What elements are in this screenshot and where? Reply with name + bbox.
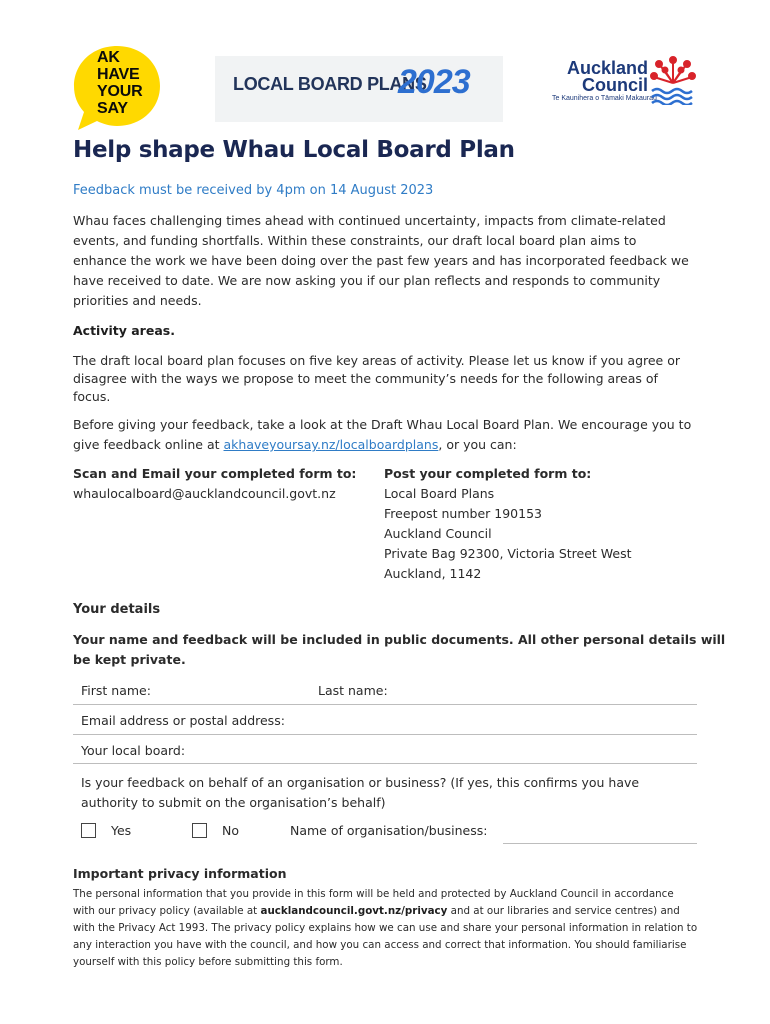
yes-label: Yes xyxy=(111,823,132,838)
auckland-council-wordmark: Auckland Council xyxy=(566,58,648,95)
auckland-council-tagline: Te Kaunihera o Tāmaki Makaurau xyxy=(552,95,657,102)
email-submit-address: whaulocalboard@aucklandcouncil.govt.nz xyxy=(73,486,336,501)
organisation-question: Is your feedback on behalf of an organisation or business? (If yes, this confirms you have authority to submit on the organisation’s behalf) xyxy=(81,775,640,810)
last-name-label: Last name: xyxy=(318,683,388,698)
email-address-label: Email address or postal address: xyxy=(81,713,285,728)
feedback-deadline: Feedback must be received by 4pm on 14 August 2023 xyxy=(73,183,434,198)
form-divider xyxy=(73,704,697,705)
organisation-name-field[interactable] xyxy=(503,818,697,844)
form-divider xyxy=(73,734,697,735)
organisation-name-underline xyxy=(503,843,697,844)
email-address-field[interactable] xyxy=(295,708,695,734)
no-checkbox[interactable] xyxy=(192,823,207,838)
first-name-field[interactable] xyxy=(160,678,310,704)
your-details-heading: Your details xyxy=(73,602,161,617)
activity-areas-paragraph: The draft local board plan focuses on five key areas of activity. Please let us know if you agree or disagree with the ways we propose to meet the community’s needs for the following areas of focus. xyxy=(73,353,681,404)
email-submit-heading: Scan and Email your completed form to: xyxy=(73,466,357,481)
activity-areas-heading: Activity areas. xyxy=(73,323,175,338)
intro-paragraph: Whau faces challenging times ahead with continued uncertainty, impacts from climate-related events, and funding shortfalls. Within these constraints, our draft local board plan aims to enhance the work we have been doing over the past few years and has incorporated feedback we have received to date. We are now asking you if our plan reflects and responds to community priorities and needs. xyxy=(73,213,689,308)
ak-badge-text: AK HAVE YOUR SAY xyxy=(97,49,143,117)
local-board-plans-label: LOCAL BOARD PLANS xyxy=(233,74,427,94)
no-label: No xyxy=(222,823,239,838)
privacy-paragraph: The personal information that you provide in this form will be held and protected by Auckland Council in accordance with our privacy policy (available at aucklandcouncil.govt.nz/privacy and at our libraries and service centres) and with the Privacy Act 1993. The privacy policy explains how we can use and share your personal information in relation to any interaction you have with the council, and how you can access and correct that information. You should familiarise yourself with this policy before submitting this form. xyxy=(73,888,698,968)
public-documents-notice: Your name and feedback will be included in public documents. All other personal details will be kept private. xyxy=(73,632,726,667)
before-feedback-paragraph: Before giving your feedback, take a look at the Draft Whau Local Board Plan. We encourage you to give feedback online at akhaveyoursay.nz/localboardplans, or you can: xyxy=(73,417,692,452)
yes-checkbox[interactable] xyxy=(81,823,96,838)
organisation-name-label: Name of organisation/business: xyxy=(290,823,488,838)
akhaveyoursay-link[interactable]: akhaveyoursay.nz/localboardplans xyxy=(223,437,439,452)
post-submit-heading: Post your completed form to: xyxy=(384,466,592,481)
page-title: Help shape Whau Local Board Plan xyxy=(73,137,515,163)
privacy-heading: Important privacy information xyxy=(73,866,287,881)
pohutukawa-flower-icon xyxy=(650,55,696,105)
last-name-field[interactable] xyxy=(395,678,695,704)
privacy-policy-url: aucklandcouncil.govt.nz/privacy xyxy=(260,905,448,917)
form-divider xyxy=(73,763,697,764)
local-board-plans-year: 2023 xyxy=(398,63,470,101)
post-submit-address: Local Board Plans Freepost number 190153 Auckland Council Private Bag 92300, Victoria Street West Auckland, 1142 xyxy=(384,486,632,581)
local-board-field[interactable] xyxy=(200,738,695,764)
local-board-label: Your local board: xyxy=(81,743,186,758)
first-name-label: First name: xyxy=(81,683,151,698)
